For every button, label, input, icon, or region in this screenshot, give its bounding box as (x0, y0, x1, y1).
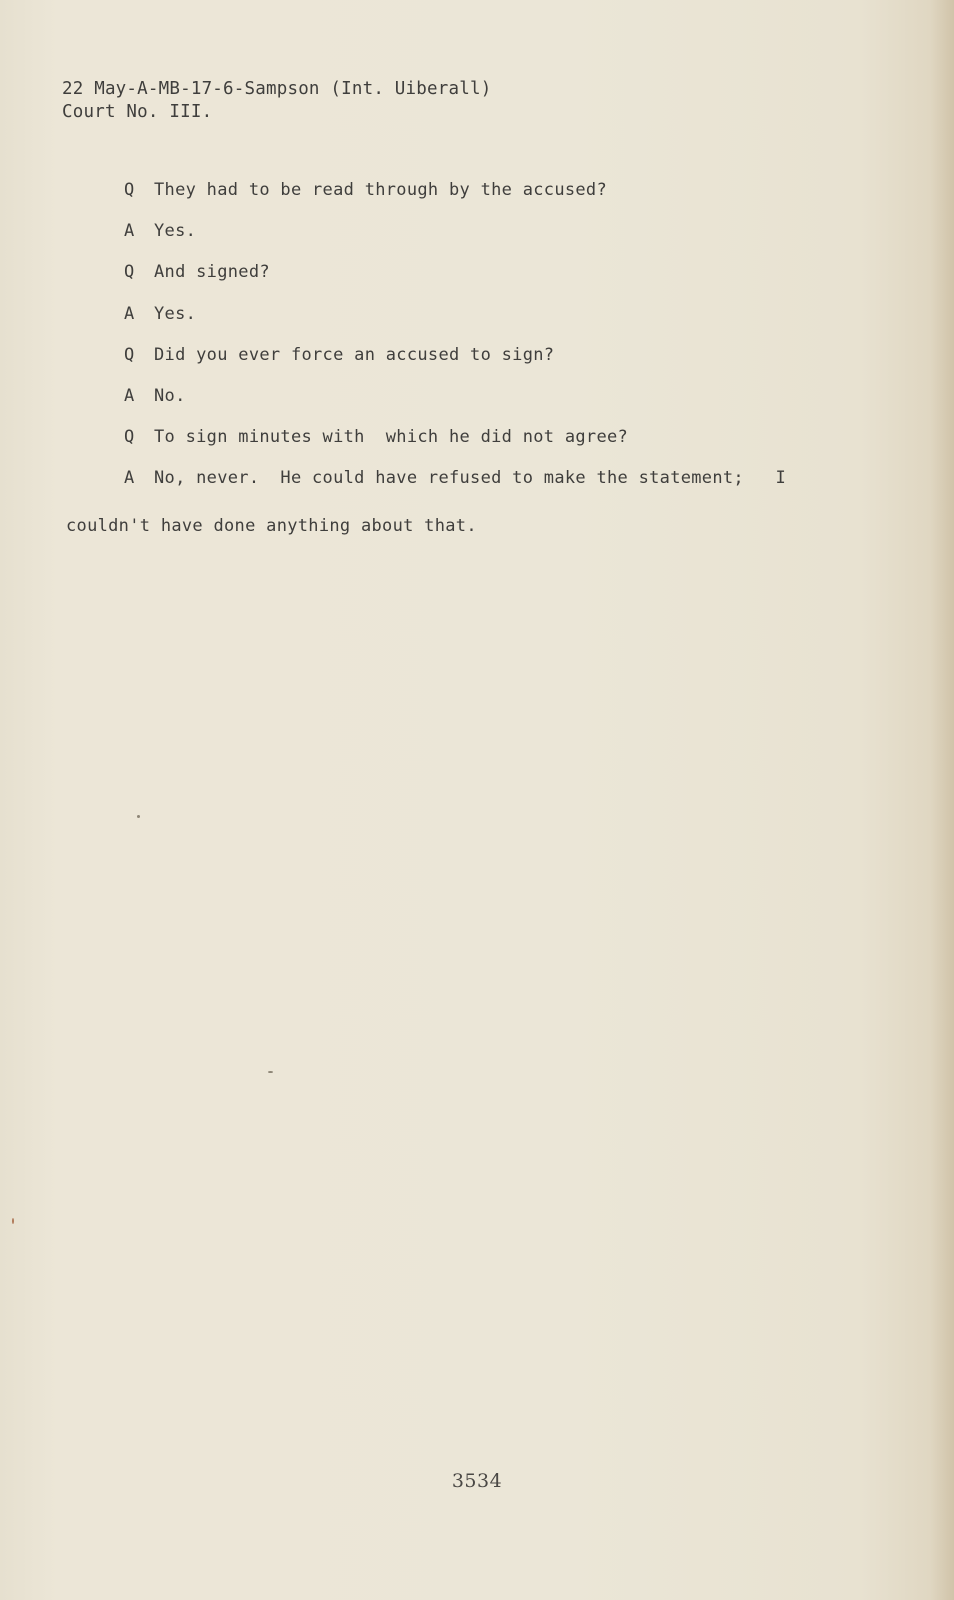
testimony-text: They had to be read through by the accused? (154, 180, 607, 200)
speaker-label: A (124, 221, 135, 242)
speaker-label: A (124, 385, 135, 406)
speaker-label: A (124, 303, 135, 324)
testimony-line (124, 304, 824, 345)
testimony-text: Did you ever force an accused to sign? (154, 344, 555, 365)
testimony-text: No, never. He could have refused to make the statement; I (154, 468, 787, 489)
speaker-label: Q (124, 344, 135, 365)
testimony-line (124, 221, 824, 262)
document-header (62, 78, 491, 124)
case-reference: 22 May-A-MB-17-6-Sampson (Int. Uiberall) (62, 79, 492, 99)
testimony-text: Yes. (154, 303, 197, 324)
testimony-list (124, 180, 824, 510)
testimony-line (124, 386, 824, 427)
testimony-text: No. (154, 385, 186, 406)
testimony-line (124, 427, 824, 468)
speaker-label: Q (124, 427, 135, 448)
testimony-text: Yes. (154, 221, 197, 242)
page-number: 3534 (451, 1470, 503, 1492)
testimony-text: To sign minutes with which he did not agree? (154, 427, 629, 448)
testimony-continuation: couldn't have done anything about that. (66, 516, 477, 536)
testimony-line (124, 262, 824, 303)
testimony-line (124, 180, 824, 221)
testimony-line (124, 345, 824, 386)
speaker-label: A (124, 468, 135, 489)
testimony-line (124, 468, 824, 509)
speaker-label: Q (124, 262, 135, 283)
paper-speck (12, 1218, 14, 1224)
testimony-text: And signed? (154, 262, 270, 283)
paper-speck (137, 815, 140, 818)
page-edge-shadow (930, 0, 954, 1600)
paper-speck (268, 1071, 273, 1073)
court-number: Court No. III. (62, 102, 213, 122)
speaker-label: Q (124, 180, 135, 200)
